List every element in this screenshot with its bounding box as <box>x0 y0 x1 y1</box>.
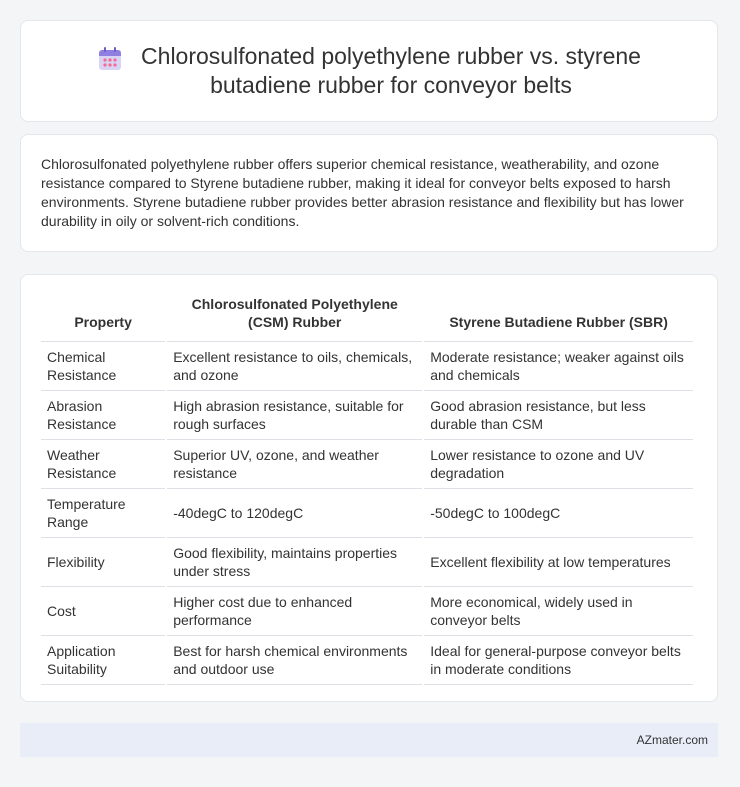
title-card <box>20 20 718 122</box>
table-row <box>41 341 693 390</box>
cell-csm: -40degC to 120degC <box>167 488 422 537</box>
table-header-row <box>41 295 693 341</box>
cell-csm: Excellent resistance to oils, chemicals, and ozone <box>167 341 422 390</box>
cell-sbr: More economical, widely used in conveyor belts <box>424 586 693 635</box>
footer-site-link[interactable]: AZmater.com <box>636 733 708 747</box>
cell-property: Weather Resistance <box>41 439 165 488</box>
cell-csm: Superior UV, ozone, and weather resistance <box>167 439 422 488</box>
table-row <box>41 586 693 635</box>
header-property: Property <box>74 314 132 330</box>
cell-property: Abrasion Resistance <box>41 390 165 439</box>
page-title <box>141 42 641 100</box>
cell-sbr: -50degC to 100degC <box>424 488 693 537</box>
page-title-line-1: Chlorosulfonated polyethylene rubber vs. styrene <box>141 43 641 69</box>
cell-sbr: Good abrasion resistance, but less durable than CSM <box>424 390 693 439</box>
table-row <box>41 537 693 586</box>
header-csm: Chlorosulfonated Polyethylene (CSM) Rubber <box>191 296 398 330</box>
cell-csm: Best for harsh chemical environments and outdoor use <box>167 635 422 685</box>
table-row <box>41 635 693 685</box>
table-row <box>41 488 693 537</box>
cell-sbr: Moderate resistance; weaker against oils and chemicals <box>424 341 693 390</box>
cell-csm: Higher cost due to enhanced performance <box>167 586 422 635</box>
footer <box>20 723 718 757</box>
cell-property: Chemical Resistance <box>41 341 165 390</box>
summary-text: Chlorosulfonated polyethylene rubber offers superior chemical resistance, weatherability, and ozone resistance compared to Styrene butadiene rubber, making it ideal for conveyor belts exposed to harsh environments. Styrene butadiene rubber provides better abrasion resistance and flexibility but has lower durability in oily or solvent-rich conditions. <box>41 156 684 229</box>
comparison-table <box>39 295 695 685</box>
cell-sbr: Lower resistance to ozone and UV degradation <box>424 439 693 488</box>
cell-csm: High abrasion resistance, suitable for rough surfaces <box>167 390 422 439</box>
summary-card <box>20 134 718 252</box>
calendar-icon <box>97 46 123 72</box>
cell-property: Flexibility <box>41 537 165 586</box>
comparison-table-card <box>20 274 718 702</box>
table-row <box>41 390 693 439</box>
cell-csm: Good flexibility, maintains properties under stress <box>167 537 422 586</box>
cell-sbr: Excellent flexibility at low temperatures <box>424 537 693 586</box>
page-title-line-2: butadiene rubber for conveyor belts <box>210 72 572 98</box>
title-wrap <box>97 42 641 100</box>
table-row <box>41 439 693 488</box>
header-sbr: Styrene Butadiene Rubber (SBR) <box>449 314 668 330</box>
cell-sbr: Ideal for general-purpose conveyor belts in moderate conditions <box>424 635 693 685</box>
cell-property: Cost <box>41 586 165 635</box>
cell-property: Temperature Range <box>41 488 165 537</box>
cell-property: Application Suitability <box>41 635 165 685</box>
